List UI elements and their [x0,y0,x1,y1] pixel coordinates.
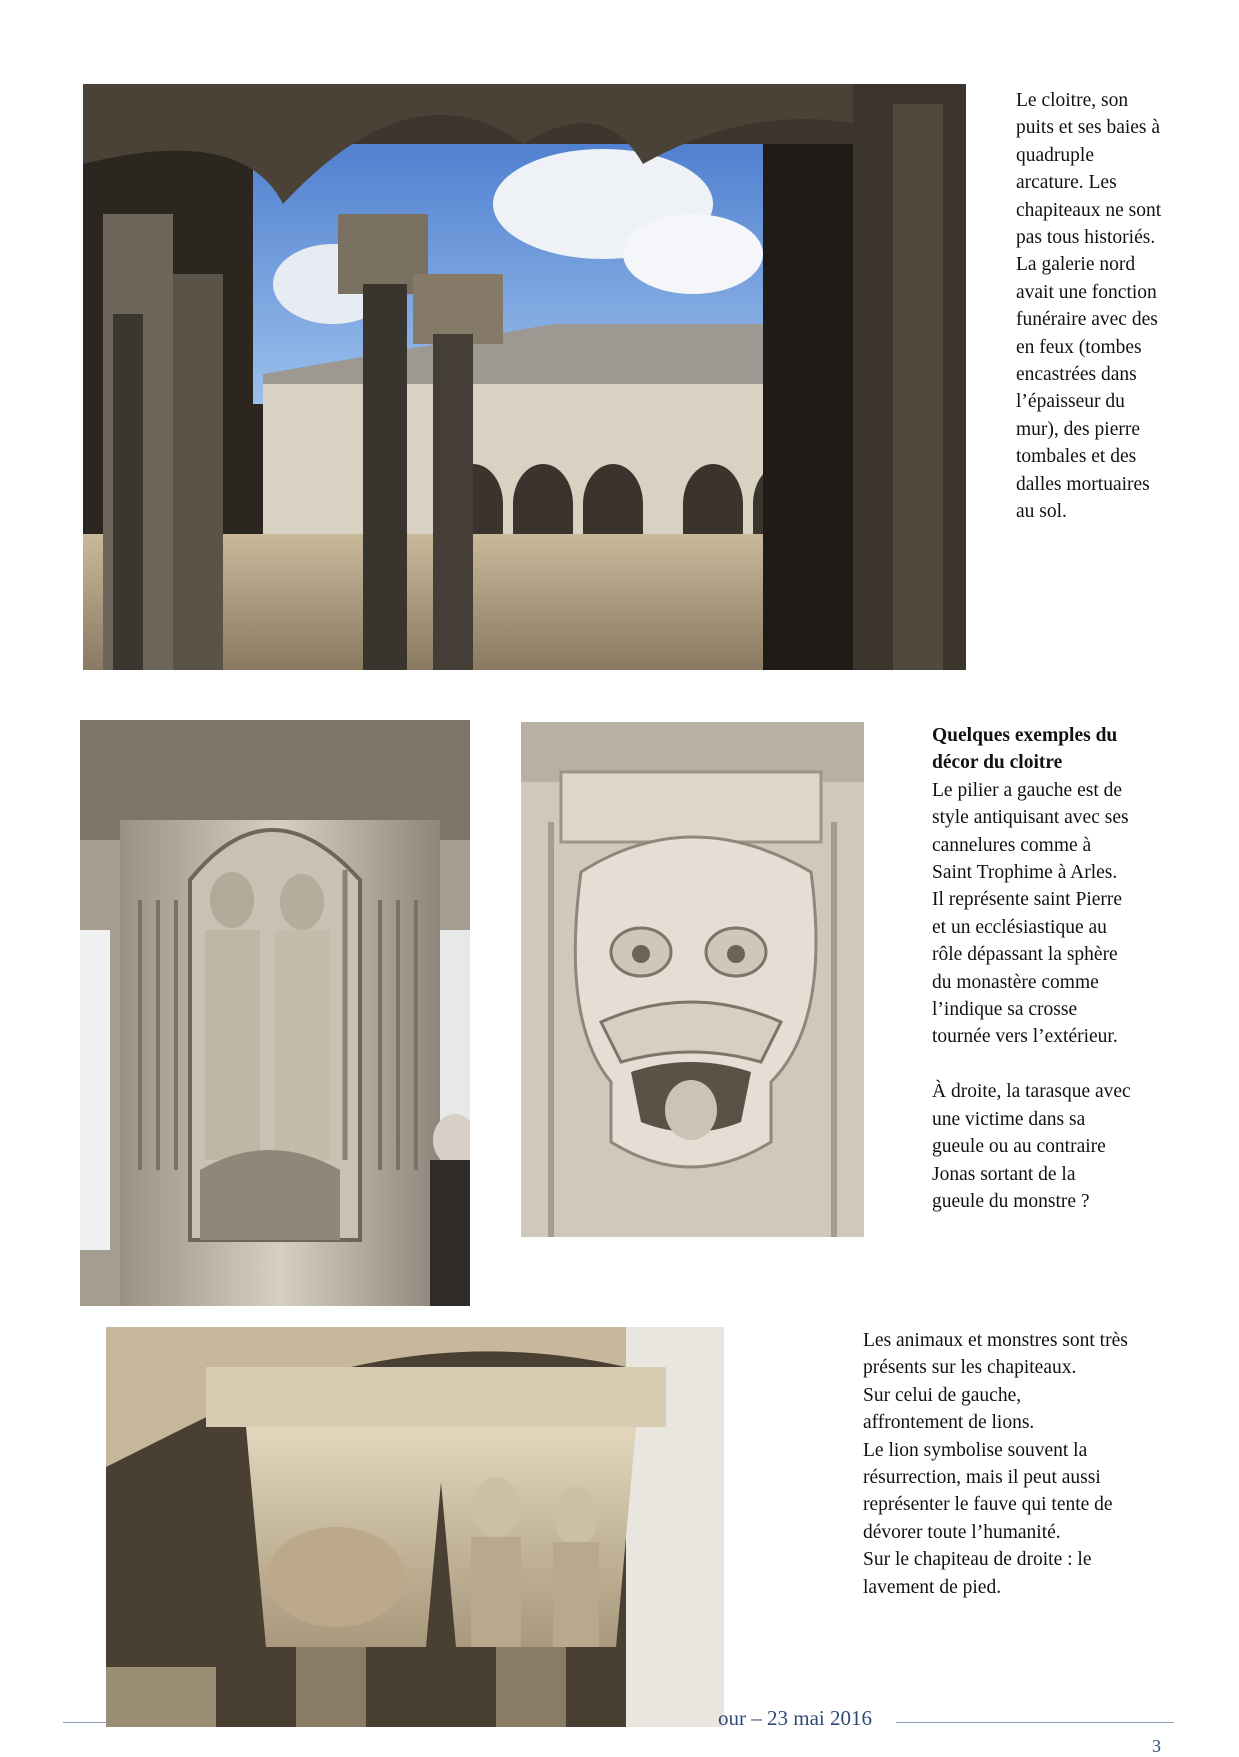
footer-text: our – 23 mai 2016 [718,1706,872,1730]
text-line: une victime dans sa [932,1108,1086,1130]
sculpted-pillar-image [80,720,470,1306]
text-line: dévorer toute l’humanité. [863,1521,1061,1543]
text-line: funéraire avec des [1016,309,1158,331]
text-line: et un ecclésiastique au [932,916,1107,938]
text-line: tombales et des [1016,446,1137,468]
text-line: pas tous historiés. [1016,227,1156,249]
text-line: en feux (tombes [1016,336,1142,358]
text-line: avait une fonction [1016,281,1157,303]
cloister-arcade-image [83,84,966,670]
text-line: chapiteaux ne sont [1016,199,1162,221]
text-line: représenter le fauve qui tente de [863,1494,1113,1516]
text-line: présents sur les chapiteaux. [863,1357,1077,1379]
capitals-photo [106,1327,724,1727]
text-line: gueule ou au contraire [932,1136,1106,1158]
text-line: La galerie nord [1016,254,1136,276]
text-line: encastrées dans [1016,364,1137,386]
text-line: Les animaux et monstres sont très [863,1330,1128,1351]
footer-rule-left [63,1722,108,1723]
text-line: Sur le chapiteau de droite : le [863,1549,1092,1571]
text-line: Il représente saint Pierre [932,889,1123,911]
text-line: Le pilier a gauche est de [932,779,1123,801]
text-line: Sur celui de gauche, [863,1384,1022,1406]
text-line: À droite, la tarasque avec [932,1081,1131,1103]
text-line: puits et ses baies à [1016,117,1161,139]
cloister-description [1016,87,1216,526]
text-line: mur), des pierre [1016,418,1140,440]
page-number: 3 [1152,1736,1161,1756]
spacer [932,1051,1217,1078]
text-line: dalles mortuaires [1016,473,1150,495]
capitals-description [863,1327,1223,1601]
text-line: du monastère comme [932,971,1099,993]
tarasque-sculpture-image [521,722,864,1237]
text-line: Le cloitre, son [1016,90,1129,111]
text-line: au sol. [1016,501,1067,523]
text-line: cannelures comme à [932,834,1092,856]
text-line: résurrection, mais il peut aussi [863,1467,1101,1489]
footer-rule-right [896,1722,1174,1723]
section-heading: Quelques exemples du [932,725,1118,746]
decor-description [932,722,1217,1215]
text-line: Saint Trophime à Arles. [932,862,1118,884]
capitals-image [106,1327,724,1727]
text-line: affrontement de lions. [863,1412,1035,1434]
text-line: l’épaisseur du [1016,391,1125,413]
text-line: quadruple [1016,144,1094,166]
saint-pierre-pillar-photo [80,720,470,1306]
text-line: lavement de pied. [863,1576,1002,1598]
text-line: rôle dépassant la sphère [932,944,1118,966]
text-line: arcature. Les [1016,172,1117,194]
section-heading: décor du cloitre [932,752,1063,774]
cloister-courtyard-photo [83,84,966,670]
text-line: Jonas sortant de la [932,1163,1076,1185]
text-line: l’indique sa crosse [932,999,1078,1021]
text-line: Le lion symbolise souvent la [863,1439,1088,1461]
tarasque-corbel-photo [521,722,864,1237]
text-line: gueule du monstre ? [932,1190,1090,1212]
text-line: tournée vers l’extérieur. [932,1026,1118,1048]
text-line: style antiquisant avec ses [932,807,1129,829]
